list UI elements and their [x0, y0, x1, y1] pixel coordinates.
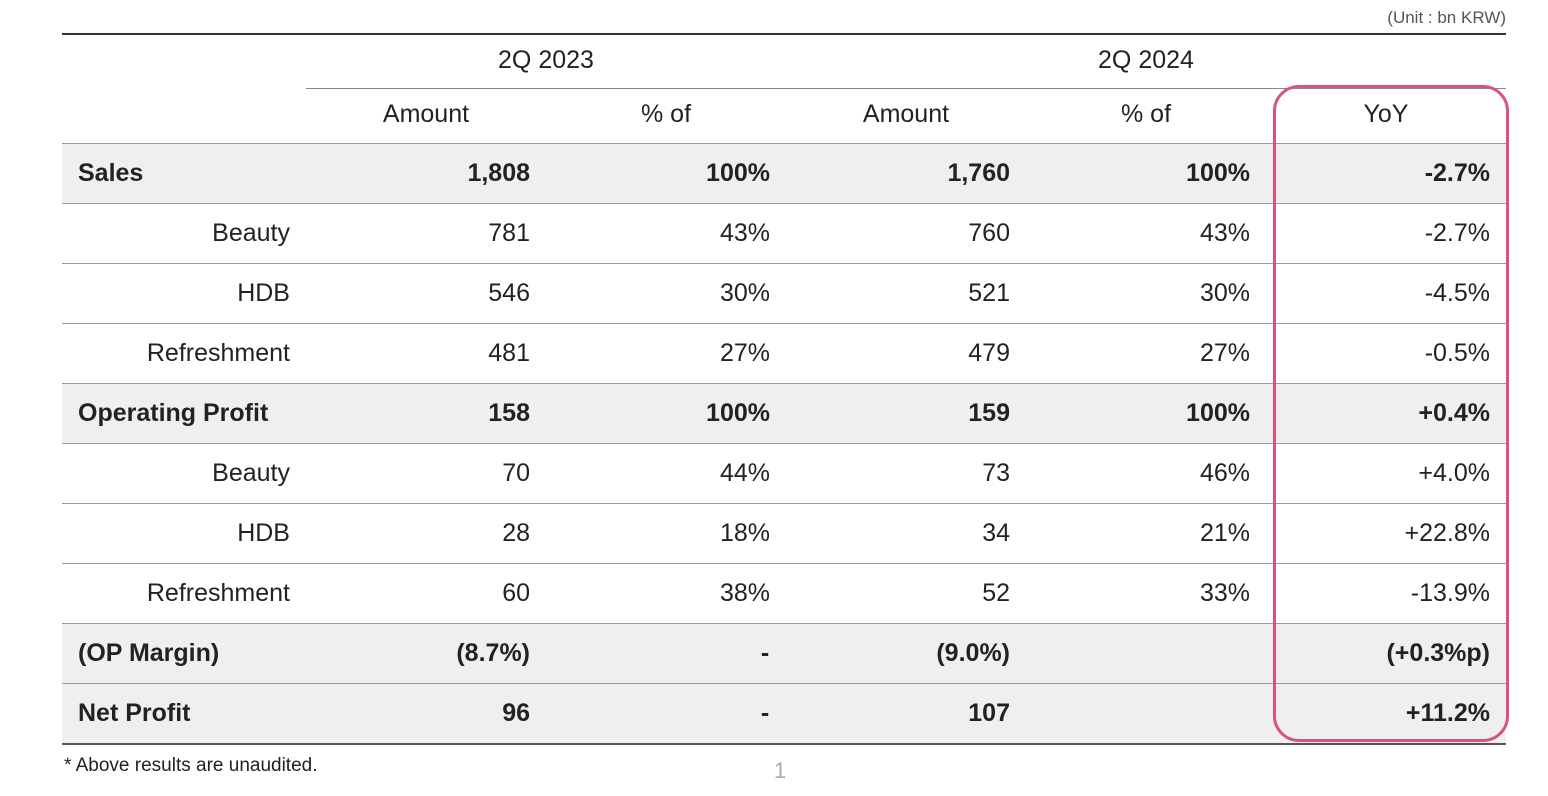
cell-pct-2024: 43%	[1199, 219, 1250, 247]
period-header-2q2023: 2Q 2023	[498, 46, 594, 74]
row-label: HDB	[237, 279, 290, 307]
row-label: HDB	[237, 519, 290, 547]
cell-pct-2024: 33%	[1199, 579, 1250, 607]
col-header-amount-2023: Amount	[382, 100, 470, 128]
cell-amount-2023: 28	[502, 519, 530, 547]
cell-pct-2024: 30%	[1199, 279, 1250, 307]
cell-amount-2024: 52	[982, 579, 1010, 607]
cell-amount-2023: 96	[502, 699, 530, 727]
cell-amount-2024: 34	[982, 519, 1010, 547]
row-label: Net Profit	[78, 699, 191, 727]
col-header-yoy: YoY	[1363, 100, 1409, 128]
cell-amount-2023: 70	[502, 459, 530, 487]
col-header-pct-2024: % of	[1120, 100, 1172, 128]
cell-amount-2023: 781	[488, 219, 530, 247]
table-row-sales-refreshment	[62, 323, 1506, 383]
table-row-op-hdb	[62, 503, 1506, 563]
cell-yoy: (+0.3%p)	[1386, 639, 1490, 667]
table-row-op-margin	[62, 623, 1506, 683]
cell-amount-2024: (9.0%)	[936, 639, 1010, 667]
table-row-op-beauty	[62, 443, 1506, 503]
cell-amount-2024: 1,760	[947, 159, 1010, 187]
col-header-amount-2024: Amount	[862, 100, 950, 128]
row-label: Refreshment	[146, 579, 290, 607]
cell-pct-2023: 38%	[719, 579, 770, 607]
cell-amount-2024: 521	[968, 279, 1010, 307]
table-row-sales-hdb	[62, 263, 1506, 323]
cell-pct-2023: 100%	[706, 399, 770, 427]
cell-amount-2023: 158	[488, 399, 530, 427]
page-number: 1	[774, 758, 787, 783]
cell-pct-2024: 21%	[1199, 519, 1250, 547]
financial-table-body	[62, 143, 1506, 745]
cell-pct-2023: -	[760, 699, 770, 727]
cell-pct-2023: 44%	[719, 459, 770, 487]
cell-yoy: -4.5%	[1424, 279, 1490, 307]
cell-yoy: +11.2%	[1405, 699, 1490, 727]
row-label: Beauty	[212, 219, 290, 247]
cell-amount-2024: 760	[968, 219, 1010, 247]
cell-yoy: -0.5%	[1424, 339, 1490, 367]
cell-yoy: -2.7%	[1424, 159, 1490, 187]
cell-pct-2023: -	[760, 639, 770, 667]
cell-yoy: +0.4%	[1418, 399, 1490, 427]
period-header-2q2024: 2Q 2024	[1098, 46, 1194, 74]
cell-yoy: -2.7%	[1424, 219, 1490, 247]
period-header-divider	[306, 88, 1506, 89]
row-label: Refreshment	[146, 339, 290, 367]
cell-amount-2023: 60	[502, 579, 530, 607]
cell-yoy: -13.9%	[1410, 579, 1490, 607]
row-label: Beauty	[212, 459, 290, 487]
table-row-operating-profit	[62, 383, 1506, 443]
cell-amount-2023: 1,808	[467, 159, 530, 187]
unit-label: (Unit : bn KRW)	[1387, 8, 1506, 27]
cell-yoy: +22.8%	[1404, 519, 1490, 547]
table-top-rule	[62, 33, 1506, 35]
cell-pct-2023: 43%	[719, 219, 770, 247]
cell-pct-2023: 27%	[719, 339, 770, 367]
cell-pct-2024: 27%	[1199, 339, 1250, 367]
cell-pct-2024: 100%	[1186, 159, 1250, 187]
cell-amount-2024: 479	[968, 339, 1010, 367]
table-row-net-profit	[62, 683, 1506, 745]
cell-amount-2023: 481	[488, 339, 530, 367]
footnote: * Above results are unaudited.	[64, 755, 318, 776]
cell-pct-2023: 100%	[706, 159, 770, 187]
cell-amount-2023: (8.7%)	[456, 639, 530, 667]
cell-yoy: +4.0%	[1418, 459, 1490, 487]
cell-pct-2024: 100%	[1186, 399, 1250, 427]
cell-pct-2023: 30%	[719, 279, 770, 307]
table-row-sales	[62, 143, 1506, 203]
cell-pct-2023: 18%	[719, 519, 770, 547]
cell-amount-2024: 73	[982, 459, 1010, 487]
cell-pct-2024: 46%	[1199, 459, 1250, 487]
cell-amount-2024: 159	[968, 399, 1010, 427]
row-label: Sales	[78, 159, 144, 187]
table-row-op-refreshment	[62, 563, 1506, 623]
row-label: (OP Margin)	[78, 639, 220, 667]
cell-amount-2023: 546	[488, 279, 530, 307]
cell-amount-2024: 107	[968, 699, 1010, 727]
row-label: Operating Profit	[78, 399, 269, 427]
col-header-pct-2023: % of	[640, 100, 692, 128]
table-row-sales-beauty	[62, 203, 1506, 263]
